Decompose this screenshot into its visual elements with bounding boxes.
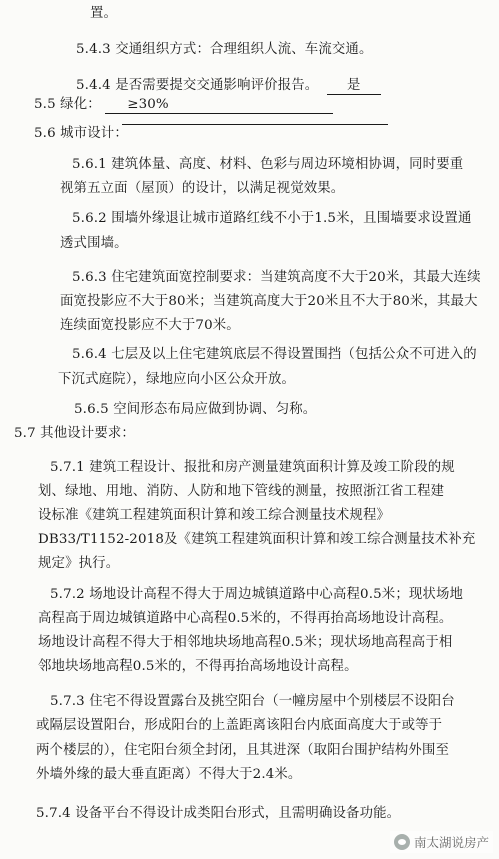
text-line: 5.6.2 围墙外缘退让城市道路红线不小于1.5米，且围墙要求设置通 bbox=[72, 211, 472, 226]
watermark-text: 南太湖说房产 bbox=[413, 835, 489, 850]
text-line: 外墙外缘的最大垂直距离）不得大于2.4米。 bbox=[36, 767, 302, 782]
underline-divider bbox=[122, 124, 388, 125]
text-line: 场地设计高程不得大于相邻地块场地高程0.5米；现状场地高程高于相 bbox=[38, 635, 453, 650]
text-line: 5.7.2 场地设计高程不得大于周边城镇道路中心高程0.5米；现状场地 bbox=[50, 587, 464, 602]
text-line: 5.7.4 设备平台不得设计成类阳台形式，且需明确设备功能。 bbox=[36, 806, 401, 821]
text-line: 规定》执行。 bbox=[38, 556, 120, 571]
text-line: 下沉式庭院），绿地应向小区公众开放。 bbox=[58, 372, 296, 387]
watermark bbox=[390, 831, 493, 853]
text-line: 5.6.5 空间形态布局应做到协调、匀称。 bbox=[74, 402, 317, 417]
text-line bbox=[34, 97, 333, 114]
text-line: DB33/T1152-2018及《建筑工程建筑面积计算和竣工综合测量技术补充 bbox=[38, 532, 476, 547]
wechat-icon bbox=[394, 834, 410, 850]
text-line: 连续面宽投影应不大于70米。 bbox=[60, 318, 240, 333]
section-heading: 5.6 城市设计： bbox=[34, 126, 128, 141]
text-line: 设标准《建筑工程建筑面积计算和竣工综合测量技术规程》 bbox=[38, 508, 391, 523]
text-line: 划、绿地、用地、消防、人防和地下管线的测量，按照浙江省工程建 bbox=[38, 484, 445, 499]
text-line: 两个楼层的），住宅阳台须全封闭，且其进深（取阳台围护结构外围至 bbox=[36, 743, 450, 758]
text-line: 面宽投影应不大于80米；当建筑高度大于20米且不大于80米，其最大 bbox=[60, 294, 478, 309]
evaluation-report-field: 是 bbox=[327, 78, 381, 95]
text-line: 5.6.3 住宅建筑面宽控制要求：当建筑高度不大于20米，其最大连续 bbox=[72, 270, 481, 285]
greening-rate-field: ≥30% bbox=[105, 97, 333, 114]
text-line: 或隔层设置阳台，形成阳台的上盖距离该阳台内底面高度大于或等于 bbox=[36, 718, 443, 733]
text-line-label: 5.4.4 是否需要提交交通影响评价报告。 bbox=[76, 78, 319, 93]
text-line: 视第五立面（屋顶）的设计，以满足视觉效果。 bbox=[60, 181, 345, 196]
text-line: 5.4.3 交通组织方式：合理组织人流、车流交通。 bbox=[76, 42, 373, 57]
section-heading: 5.7 其他设计要求： bbox=[14, 426, 135, 441]
section-heading: 5.5 绿化： bbox=[34, 97, 101, 112]
text-line: 邻地块场地高程0.5米的，不得再抬高场地设计高程。 bbox=[38, 659, 358, 674]
text-line: 透式围墙。 bbox=[60, 236, 128, 251]
text-line: 置。 bbox=[90, 6, 118, 21]
text-line: 5.7.1 建筑工程设计、报批和房产测量建筑面积计算及竣工阶段的规 bbox=[50, 460, 455, 475]
text-line: 5.6.4 七层及以上住宅建筑底层不得设置围挡（包括公众不可进入的 bbox=[72, 347, 477, 362]
text-line: 高程高于周边城镇道路中心高程0.5米的，不得再抬高场地设计高程。 bbox=[38, 611, 453, 626]
text-line: 5.7.3 住宅不得设置露台及挑空阳台（一幢房屋中个别楼层不设阳台 bbox=[50, 694, 455, 709]
text-line: 5.6.1 建筑体量、高度、材料、色彩与周边环境相协调，同时要重 bbox=[72, 157, 464, 172]
text-line bbox=[76, 78, 381, 95]
